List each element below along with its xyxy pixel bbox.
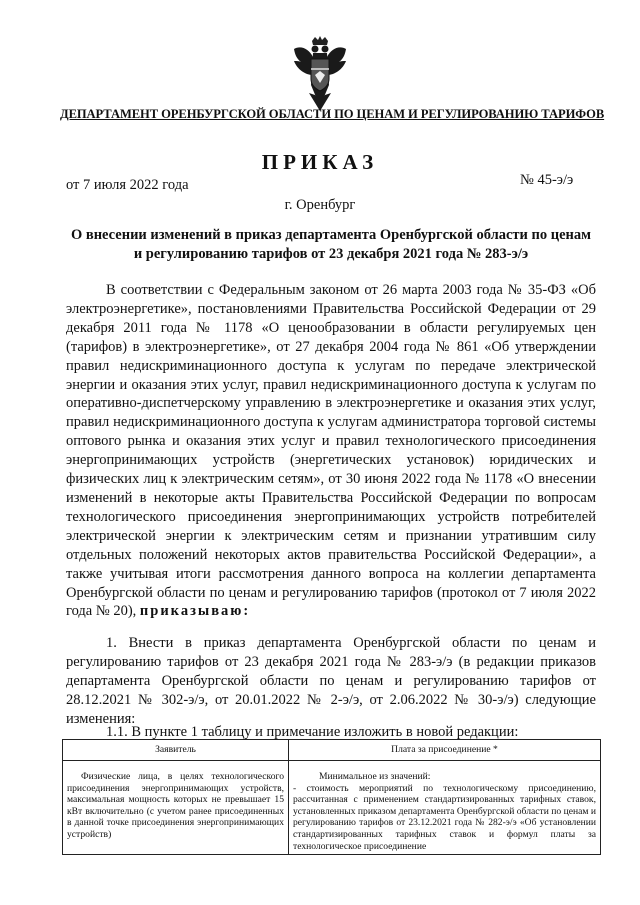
table-row bbox=[63, 761, 601, 855]
document-type: ПРИКАЗ bbox=[261, 150, 379, 174]
order-number: № 45-э/э bbox=[520, 172, 574, 188]
cell-fee bbox=[289, 761, 601, 855]
preamble-text: В соответствии с Федеральным законом от 26 марта 2003 года № 35-ФЗ «Об электроэнергетике», постановлениями Правительства Российской Федерации от 29 декабря 2011 года № 1178 «О ценообразовании в области регулируемых цен (тарифов) в электроэнергетике», от 27 декабря 2004 года № 861 «Об утверждении правил недискриминационного доступа к услугам по передаче электрической энергии и оказания этих услуг, правил недискриминационного доступа к услугам по оперативно-диспетчерскому управлению в электроэнергетике и оказания этих услуг, правил недискриминационного доступа к услугам администратора торговой системы оптового рынка и оказания этих услуг и правил технологического присоединения энергопринимающих устройств (энергетических установок) юридических и физических лиц к электрическим сетям», от 30 июня 2022 года № 1178 «О внесении изменений в некоторые акты Правительства Российской Федерации по вопросам технологического присоединения энергопринимающих устройств потребителей электрической энергии к электрическим сетям и признании утратившим силу отдельных положений некоторых актов правительства Российской Федерации», а также учитывая итоги рассмотрения данного вопроса на коллегии департамента Оренбургской области по ценам и регулированию тарифов (протокол от 7 июля 2022 года № 20), bbox=[66, 282, 596, 620]
table-header-row bbox=[63, 740, 601, 761]
cell-applicant: Физические лица, в целях технологического присоединения энергопринимающих устройств, максимальная мощность которых не превышает 15 кВт включительно (с учетом ранее присоединенных в данной точке присоединения энергопринимающих устройств) bbox=[63, 761, 289, 855]
tariff-table bbox=[62, 739, 601, 855]
order-word: приказываю: bbox=[139, 603, 251, 620]
item-1-text: 1. Внести в приказ департамента Оренбургской области по ценам и регулированию тарифов от 23 декабря 2021 года № 283-э/э (в редакции приказов департамента Оренбургской области по ценам и регулированию тарифов от 28.12.2021 № 302-э/э, от 20.01.2022 № 2-э/э, от 2.06.2022 № 30-э/э) следующие изменения: bbox=[66, 635, 596, 727]
preamble-block bbox=[66, 281, 596, 621]
order-date: от 7 июля 2022 года bbox=[66, 177, 189, 193]
column-header-fee: Плата за присоединение * bbox=[289, 740, 601, 761]
fee-description: - стоимость мероприятий по технологическому присоединению, рассчитанная с применением стандартизированных тарифных ставок, установленных приказом департамента Оренбургской области по ценам и регулированию тарифов от 23.12.2021 года № 282-э/э «Об установлении стандартизированных тарифных ставок и формул платы за технологическое присоединение bbox=[293, 782, 596, 852]
fee-min-label: Минимальное из значений: bbox=[319, 771, 431, 782]
coat-of-arms-icon bbox=[291, 35, 349, 113]
column-header-applicant: Заявитель bbox=[63, 740, 289, 761]
department-name: ДЕПАРТАМЕНТ ОРЕНБУРГСКОЙ ОБЛАСТИ ПО ЦЕНАМ И РЕГУЛИРОВАНИЮ ТАРИФОВ bbox=[60, 107, 605, 121]
item-1-1-text: 1.1. В пункте 1 таблицу и примечание изложить в новой редакции: bbox=[106, 724, 519, 740]
order-subject: О внесении изменений в приказ департамента Оренбургской области по ценам и регулированию тарифов от 23 декабря 2021 года № 283-э/э bbox=[70, 227, 592, 262]
order-city: г. Оренбург bbox=[284, 197, 356, 213]
